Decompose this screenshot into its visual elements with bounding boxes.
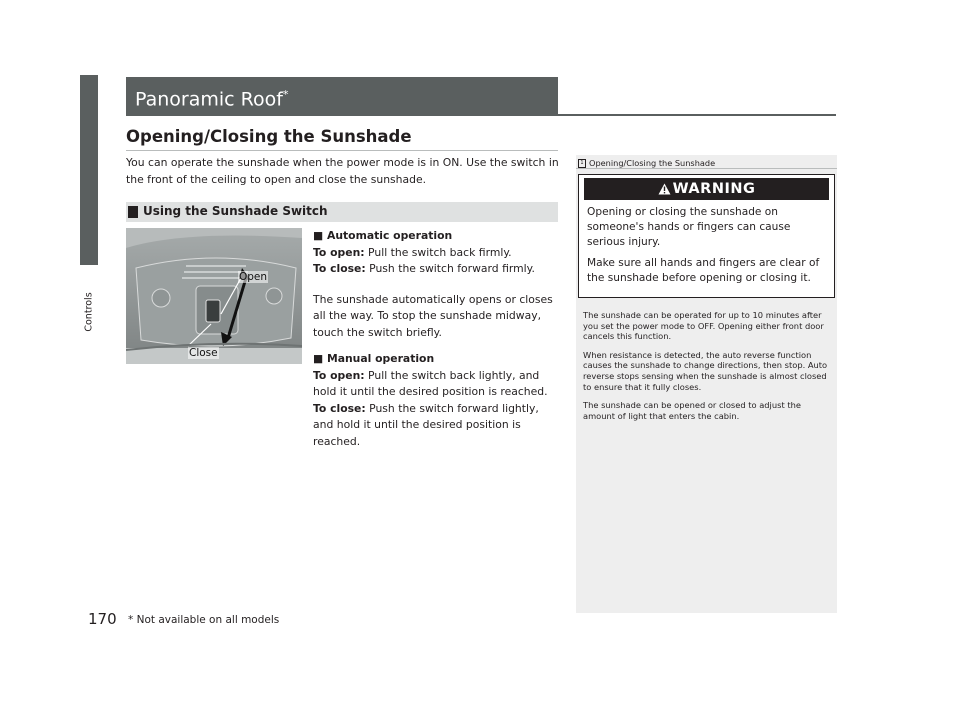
- automatic-close: To close: Push the switch forward firmly.: [313, 262, 535, 275]
- close-callout: Close: [189, 347, 218, 359]
- page-title: Panoramic Roof*: [135, 88, 289, 111]
- square-bullet-icon: [128, 206, 138, 218]
- warning-text: Opening or closing the sunshade on someone's hands or fingers can cause serious injury. Make sure all hands and fingers are clear of the sunshade before opening or closing it.: [587, 206, 820, 284]
- warning-box: [578, 174, 835, 298]
- page-number: 170: [88, 610, 117, 628]
- note-item: The sunshade can be operated for up to 10 minutes after you set the power mode to OFF. Opening either front door cancels this function.: [583, 310, 824, 342]
- section-rule: [126, 150, 558, 151]
- ceiling-console-drawing: [126, 228, 302, 364]
- instructions-column: [313, 228, 559, 450]
- intro-paragraph: You can operate the sunshade when the power mode is in ON. Use the switch in the front of the ceiling to open and close the sunshade.: [126, 156, 559, 186]
- note-item: The sunshade can be opened or closed to adjust the amount of light that enters the cabin.: [583, 400, 801, 421]
- sidebar-notes: [583, 310, 833, 429]
- section-title: Opening/Closing the Sunshade: [126, 127, 412, 146]
- manual-heading: ■ Manual operation: [313, 352, 435, 365]
- warning-triangle-icon: [658, 183, 671, 195]
- sidebar-title: 1 Opening/Closing the Sunshade: [578, 158, 715, 168]
- open-callout: Open: [239, 271, 268, 283]
- chapter-label: Controls: [83, 292, 95, 332]
- automatic-open: To open: Pull the switch back firmly.: [313, 245, 512, 259]
- subheading-text: Using the Sunshade Switch: [143, 204, 328, 218]
- subheading-bar: [126, 202, 558, 222]
- chapter-tab: [80, 75, 98, 265]
- sunshade-switch-illustration: [126, 228, 302, 364]
- reference-mark-icon: 1: [578, 159, 586, 168]
- footnote: * Not available on all models: [128, 614, 280, 626]
- manual-close: To close: Push the switch forward lightly, and hold it until the desired position is reached.: [313, 401, 539, 448]
- manual-open: To open: Pull the switch back lightly, and hold it until the desired position is reached.: [313, 368, 548, 398]
- warning-header: WARNING: [584, 178, 829, 200]
- automatic-note: The sunshade automatically opens or closes all the way. To stop the sunshade midway, touch the switch briefly.: [313, 292, 553, 339]
- automatic-heading: ■ Automatic operation: [313, 229, 453, 242]
- note-item: When resistance is detected, the auto reverse function causes the sunshade to change directions, then stop. Auto reverse stops sensing when the sunshade is almost closed to ensure that it fully closes.: [583, 349, 828, 392]
- header-rule: [126, 114, 836, 116]
- sidebar-rule: [576, 168, 837, 169]
